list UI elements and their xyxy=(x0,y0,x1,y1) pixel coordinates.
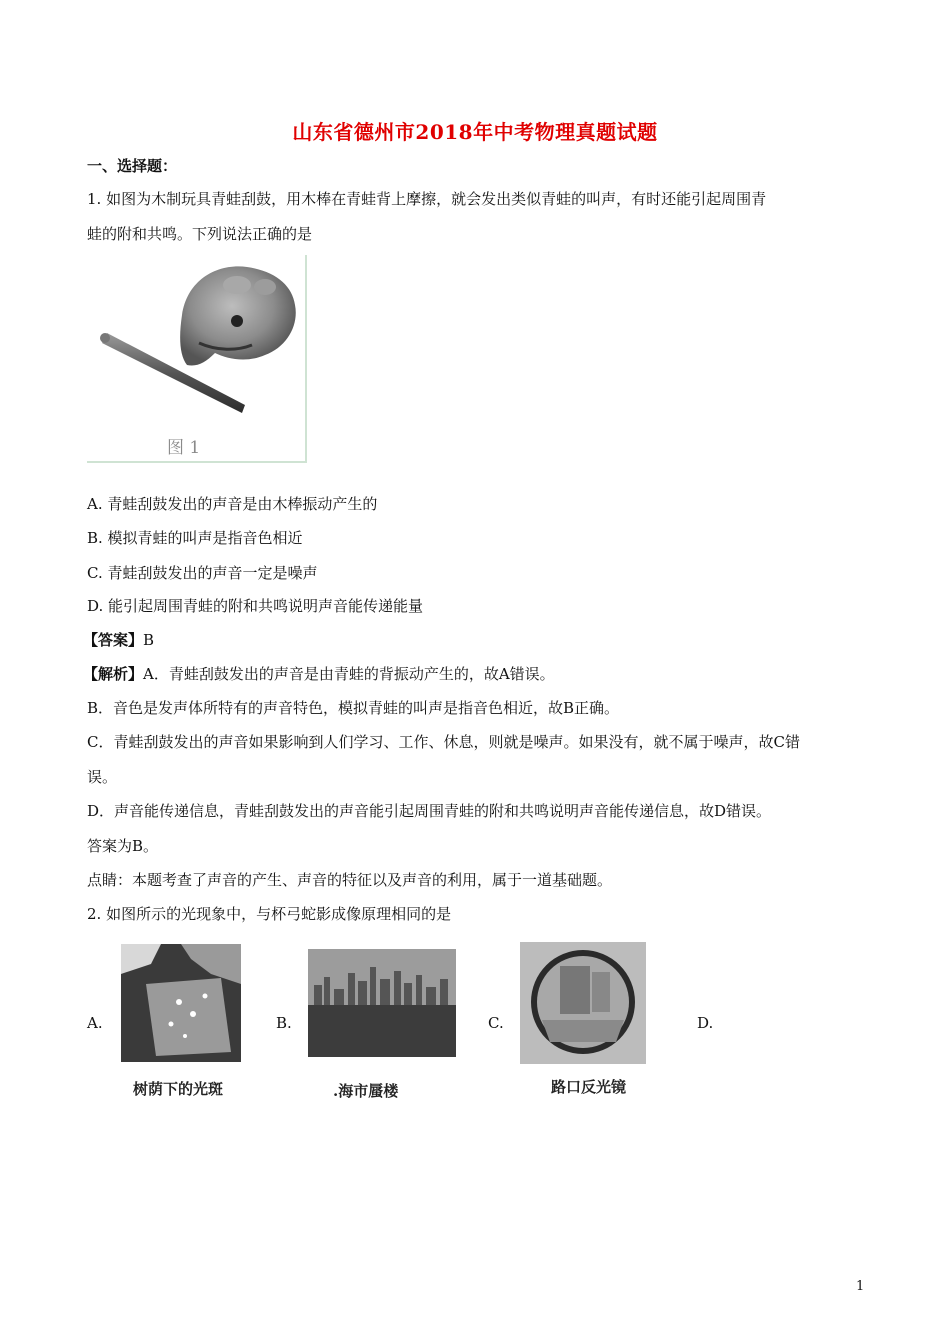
q1-option-c: C. 青蛙刮鼓发出的声音一定是噪声 xyxy=(87,564,318,582)
q1-option-d: D. 能引起周围青蛙的附和共鸣说明声音能传递能量 xyxy=(87,597,424,615)
q1-answer xyxy=(83,630,154,650)
mirage-image xyxy=(308,949,456,1061)
section-heading: 一、选择题： xyxy=(87,157,178,175)
q2-option-d-letter: D. xyxy=(697,1014,714,1032)
q1-stem-line1: 1. 如图为木制玩具青蛙刮鼓，用木棒在青蛙背上摩擦，就会发出类似青蛙的叫声，有时还能引起周围青 xyxy=(87,190,767,208)
q2-option-a-caption: 树荫下的光斑 xyxy=(133,1080,224,1098)
road-convex-mirror-image xyxy=(520,942,646,1068)
q1-conclusion: 答案为B。 xyxy=(87,837,159,855)
page-number: 1 xyxy=(856,1279,865,1294)
q1-option-b: B. 模拟青蛙的叫声是指音色相近 xyxy=(87,529,303,547)
answer-value: B xyxy=(143,631,155,649)
analysis-a-text: A．青蛙刮鼓发出的声音是由青蛙的背振动产生的，故A错误。 xyxy=(143,665,555,683)
figure-caption: 图 1 xyxy=(167,438,201,458)
q2-option-b-letter: B. xyxy=(276,1014,292,1032)
q1-analysis-a xyxy=(83,664,555,684)
frog-guiro-figure xyxy=(87,255,307,463)
q2-option-b-caption: .海市蜃楼 xyxy=(333,1082,399,1100)
answer-tag: 【答案】 xyxy=(83,631,144,649)
q2-stem: 2. 如图所示的光现象中，与杯弓蛇影成像原理相同的是 xyxy=(87,905,452,923)
q1-analysis-d: D．声音能传递信息，青蛙刮鼓发出的声音能引起周围青蛙的附和共鸣说明声音能传递信息，故D错误。 xyxy=(87,802,772,820)
q2-option-c-letter: C. xyxy=(488,1014,504,1032)
q1-analysis-c-line1: C．青蛙刮鼓发出的声音如果影响到人们学习、工作、休息，则就是噪声。如果没有，就不属于噪声，故C错 xyxy=(87,733,800,751)
frog-guiro-illustration xyxy=(87,255,305,461)
q1-analysis-c-line2: 误。 xyxy=(87,768,118,786)
q1-stem-line2: 蛙的附和共鸣。下列说法正确的是 xyxy=(87,225,313,243)
q2-option-c-caption: 路口反光镜 xyxy=(551,1078,627,1096)
q2-option-a-letter: A. xyxy=(87,1014,103,1032)
q1-analysis-b: B．音色是发声体所特有的声音特色，模拟青蛙的叫声是指音色相近，故B正确。 xyxy=(87,699,620,717)
page-title: 山东省德州市2018年中考物理真题试题 xyxy=(292,120,658,144)
analysis-tag: 【解析】 xyxy=(83,665,144,683)
q1-option-a: A. 青蛙刮鼓发出的声音是由木棒振动产生的 xyxy=(87,495,378,513)
tree-shade-light-spots-image xyxy=(121,944,241,1066)
q1-comment: 点睛：本题考查了声音的产生、声音的特征以及声音的利用，属于一道基础题。 xyxy=(87,871,613,889)
